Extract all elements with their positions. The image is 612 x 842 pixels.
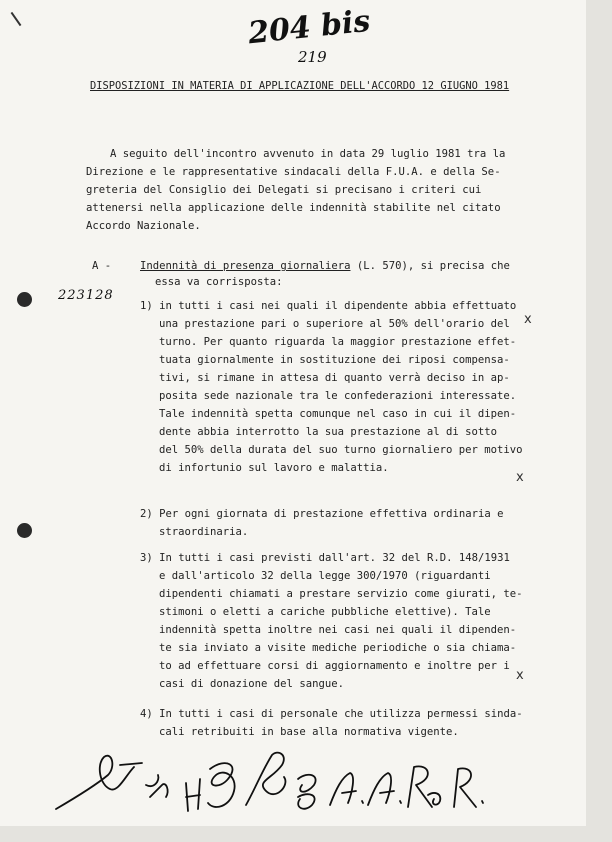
item-line: to ad effettuare corsi di aggiornamento e inoltre per i [159,660,510,672]
item-line: 3) In tutti i casi previsti dall'art. 32 del R.D. 148/1931 [140,552,510,564]
item-line: straordinaria. [159,526,249,538]
margin-x-mark: x [516,668,524,683]
item-line: turno. Per quanto riguarda la maggior prestazione effet- [159,336,517,348]
item-line: tivi, si rimane in attesa di quanto verrà deciso in ap- [159,372,510,384]
item-line: Tale indennità spetta comunque nel caso in cui il dipen- [159,408,517,420]
margin-x-mark: x [516,470,524,485]
signatures-image [50,745,500,817]
item-line: indennità spetta inoltre nei casi nei quali il dipenden- [159,624,517,636]
item-line: 2) Per ogni giornata di prestazione effettiva ordinaria e [140,508,504,520]
item-line: posita sede nazionale tra le confederazioni interessate. [159,390,517,402]
item-line: dipendenti chiamati a prestare servizio come giurati, te- [159,588,523,600]
item-line: 4) In tutti i casi di personale che utilizza permessi sinda- [140,708,523,720]
section-heading-suffix: (L. 570), si precisa che [350,260,510,272]
punch-hole-icon [17,523,32,538]
item-line: stimoni o eletti a cariche pubbliche elettive). Tale [159,606,491,618]
intro-line: greteria del Consiglio dei Delegati si precisano i criteri cui [86,184,482,196]
intro-line: Accordo Nazionale. [86,220,201,232]
item-line: del 50% della durata del suo turno giornaliero per motivo [159,444,523,456]
intro-line: Direzione e le rappresentative sindacali della F.U.A. e della Se- [86,166,501,178]
page-edge-bottom [0,826,612,842]
margin-x-mark: x [524,312,532,327]
section-heading-underlined: Indennità di presenza giornaliera [140,260,351,272]
item-line: dente abbia interrotto la sua prestazione al di sotto [159,426,498,438]
intro-line: A seguito dell'incontro avvenuto in data 29 luglio 1981 tra la [110,148,506,160]
item-line: una prestazione pari o superiore al 50% dell'orario del [159,318,510,330]
item-line: cali retribuiti in base alla normativa vigente. [159,726,459,738]
item-line: 1) in tutti i casi nei quali il dipendente abbia effettuato [140,300,517,312]
handwritten-reference: 204 bis [246,3,372,52]
section-heading-line2: essa va corrisposta: [155,276,283,288]
punch-hole-icon [17,292,32,307]
item-line: casi di donazione del sangue. [159,678,344,690]
section-heading [140,260,510,273]
section-letter: A - [92,260,112,272]
intro-line: attenersi nella applicazione delle indennità stabilite nel citato [86,202,501,214]
item-line: tuata giornalmente in sostituzione dei riposi compensa- [159,354,510,366]
item-line: te sia inviato a visite mediche periodiche o sia chiama- [159,642,517,654]
page-edge-right [586,0,612,842]
handwritten-sub-number: 219 [298,48,327,66]
corner-tick-mark [11,12,22,26]
handwritten-side-number: 223128 [58,288,114,303]
document-title: DISPOSIZIONI IN MATERIA DI APPLICAZIONE DELL'ACCORDO 12 GIUGNO 1981 [90,80,510,92]
item-line: e dall'articolo 32 della legge 300/1970 (riguardanti [159,570,491,582]
item-line: di infortunio sul lavoro e malattia. [159,462,389,474]
